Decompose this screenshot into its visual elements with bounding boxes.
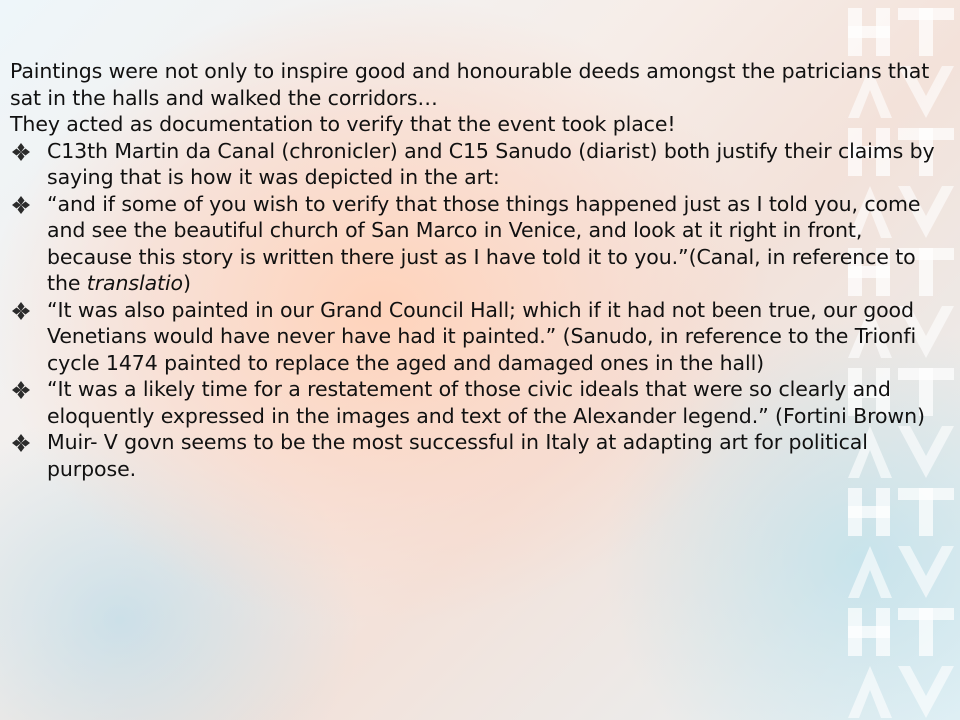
bullet-text: Muir- V govn seems to be the most successful in Italy at adapting art for political purpose.: [47, 430, 868, 481]
bullet-text-italic: translatio: [86, 271, 184, 295]
watermark-unit: [848, 608, 954, 718]
intro-paragraph: They acted as documentation to verify that the event took place!: [10, 112, 676, 136]
bullet-text: “and if some of you wish to verify that those things happened just as I told you, come and see the beautiful church of San Marco in Venice, and look at it right in front, because this story is written there just as I have told it to you.”(Canal, in reference to the: [47, 191, 921, 295]
list-item: [10, 138, 945, 191]
bullet-text: “It was also painted in our Grand Council Hall; which if it had not been true, our good Venetians would have never have had it painted.” (Sanudo, in reference to the Trionfi cycle 1474 painted to replace the aged and damaged ones in the hall): [47, 297, 917, 375]
watermark-unit: [848, 488, 954, 598]
slide-body: [10, 58, 945, 482]
intro-paragraph: Paintings were not only to inspire good and honourable deeds amongst the patricians that sat in the halls and walked the corridors…: [10, 59, 930, 110]
four-diamond-bullet-icon: [12, 434, 30, 452]
list-item: [10, 191, 945, 297]
four-diamond-bullet-icon: [12, 381, 30, 399]
list-item: [10, 429, 945, 482]
bullet-text-closing: ): [183, 271, 191, 295]
list-item: [10, 376, 945, 429]
four-diamond-bullet-icon: [12, 196, 30, 214]
bullet-text: C13th Martin da Canal (chronicler) and C15 Sanudo (diarist) both justify their claims by saying that is how it was depicted in the art:: [47, 138, 935, 189]
list-item: [10, 297, 945, 377]
four-diamond-bullet-icon: [12, 143, 30, 161]
four-diamond-bullet-icon: [12, 302, 30, 320]
bullet-text: “It was a likely time for a restatement of those civic ideals that were so clearly and eloquently expressed in the images and text of the Alexander legend.” (Fortini Brown): [47, 377, 925, 428]
bullet-list: [10, 138, 945, 483]
